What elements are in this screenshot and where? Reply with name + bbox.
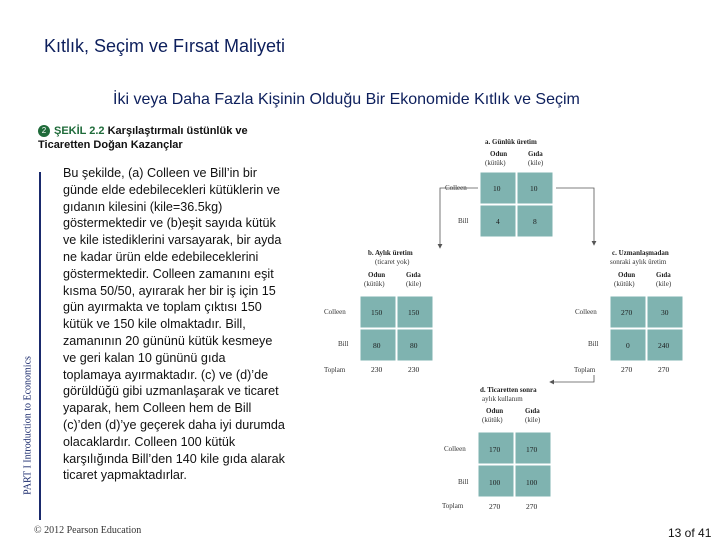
panel-d-col2-line2: (kile)	[525, 416, 541, 424]
panel-b-col2-line2: (kile)	[406, 280, 422, 288]
panel-c-col1-line2: (kütük)	[614, 280, 635, 288]
arrow-c-to-d	[550, 375, 594, 382]
panel-d-value: 100	[489, 478, 501, 487]
panel-d-total: 270	[489, 502, 501, 511]
panel-a-value: 4	[496, 217, 500, 226]
panel-b-value: 80	[373, 341, 381, 350]
panel-a-col1-line2: (kütük)	[485, 159, 506, 167]
panel-c-row2-label: Bill	[588, 340, 599, 348]
panel-b-total: 230	[408, 365, 420, 374]
panel-d-title-line2: aylık kullanım	[482, 395, 523, 403]
panel-b-value: 150	[371, 308, 383, 317]
panel-a-value: 10	[493, 184, 501, 193]
trade-figure	[320, 130, 700, 522]
panel-d-total: 270	[526, 502, 538, 511]
arrow-a-to-c	[556, 188, 594, 245]
panel-d-total-label: Toplam	[442, 502, 464, 510]
panel-d-value: 170	[489, 445, 501, 454]
figure-number: ŞEKİL 2.2	[54, 125, 105, 137]
panel-a-title: a. Günlük üretim	[485, 138, 537, 146]
panel-c-title-line2: sonraki aylık üretim	[610, 258, 667, 266]
panel-c-total: 270	[658, 365, 670, 374]
panel-d-value: 170	[526, 445, 538, 454]
body-paragraph: Bu şekilde, (a) Colleen ve Bill’in bir günde elde edebilecekleri kütüklerin ve gıdanın kilesini (kile=36.5kg) göstermektedir ve (b)eşit sayıda kütük ve kile istediklerini varsayarak, bir ayda ne kadar ürün elde edebileceklerini göstermektedir. Colleen zamanını eşit kısma 50/50, ayırarak her bir iş için 15 gün ayırmakta ve toplam çıktısı 150 kütük ve 150 kile olmaktadır. Bill, zamanının 20 gününü kütük kesmeye ve geri kalan 10 gününü gıda toplamaya ayırmaktadır. (c) ve (d)’de görüldüğü gibi uzmanlaşarak ve ticaret yaparak, hem Colleen hem de Bill (c)’den (d)’ye geçerek daha iyi durumda olacaklardır. Colleen 100 kütük karşılığında Bill’den 140 kile gıda alarak ticaret yapmaktadırlar.	[63, 166, 285, 483]
panel-b-value: 150	[408, 308, 420, 317]
panel-a-col2-line1: Gıda	[528, 150, 543, 158]
slide-subtitle: İki veya Daha Fazla Kişinin Olduğu Bir Ekonomide Kıtlık ve Seçim	[113, 91, 580, 108]
panel-c-title-line1: c. Uzmanlaşmadan	[612, 249, 669, 257]
panel-b-col2-line1: Gıda	[406, 271, 421, 279]
panel-d-col1-line2: (kütük)	[482, 416, 503, 424]
panel-a-row1-label: Colleen	[445, 184, 467, 192]
panel-b-value: 80	[410, 341, 418, 350]
panel-c-total-label: Toplam	[574, 366, 596, 374]
panel-d-row1-label: Colleen	[444, 445, 466, 453]
panel-d-col1-line1: Odun	[486, 407, 504, 415]
panel-a-col2-line2: (kile)	[528, 159, 544, 167]
panel-d-title-line1: d. Ticaretten sonra	[480, 386, 537, 394]
panel-a-row2-label: Bill	[458, 217, 469, 225]
page-number: 13 of 41	[668, 526, 712, 540]
panel-d-row2-label: Bill	[458, 478, 469, 486]
side-label	[20, 340, 36, 516]
panel-d-value: 100	[526, 478, 538, 487]
panel-c-col1-line1: Odun	[618, 271, 636, 279]
panel-c-value: 30	[661, 308, 669, 317]
panel-a-col1-line1: Odun	[490, 150, 508, 158]
panel-d-col2-line1: Gıda	[525, 407, 540, 415]
figure-heading	[38, 124, 298, 152]
panel-c-value: 0	[626, 341, 630, 350]
panel-c-col2-line1: Gıda	[656, 271, 671, 279]
panel-c-row1-label: Colleen	[575, 308, 597, 316]
panel-c-col2-line2: (kile)	[656, 280, 672, 288]
panel-a-value: 10	[530, 184, 538, 193]
panel-b-row1-label: Colleen	[324, 308, 346, 316]
panel-b-total-label: Toplam	[324, 366, 346, 374]
panel-c-value: 240	[658, 341, 670, 350]
panel-c-total: 270	[621, 365, 633, 374]
panel-b-col1-line2: (kütük)	[364, 280, 385, 288]
figure-caption-line1: Karşılaştırmalı üstünlük ve	[107, 125, 248, 137]
panel-b-row2-label: Bill	[338, 340, 349, 348]
side-divider	[39, 172, 41, 520]
slide-title: Kıtlık, Seçim ve Fırsat Maliyeti	[44, 36, 286, 56]
panel-b-total: 230	[371, 365, 383, 374]
panel-a-value: 8	[533, 217, 537, 226]
figure-caption-line2: Ticaretten Doğan Kazançlar	[38, 139, 183, 151]
copyright: © 2012 Pearson Education	[34, 525, 142, 536]
figure-badge-icon: 2	[38, 125, 50, 137]
panel-c-value: 270	[621, 308, 633, 317]
panel-b-title-line1: b. Aylık üretim	[368, 249, 413, 257]
side-label-text: PART I Introduction to Economics	[22, 356, 34, 495]
panel-b-title-line2: (ticaret yok)	[375, 258, 410, 266]
panel-b-col1-line1: Odun	[368, 271, 386, 279]
